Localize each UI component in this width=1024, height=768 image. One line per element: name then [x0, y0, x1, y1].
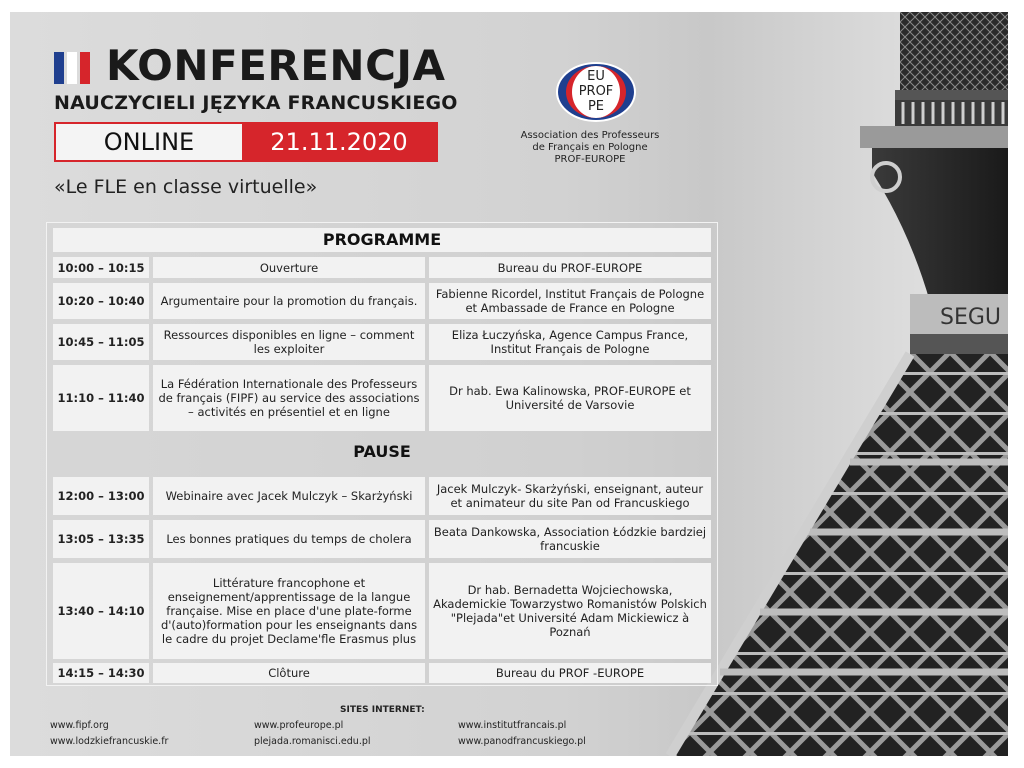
row-speaker: Beata Dankowska, Association Łódzkie bardziej francuskie [429, 520, 711, 558]
row-speaker: Bureau du PROF-EUROPE [429, 257, 711, 278]
row-title: La Fédération Internationale des Professeurs de français (FIPF) au service des associations – activités en présentiel et en ligne [153, 365, 425, 431]
row-speaker: Eliza Łuczyńska, Agence Campus France, Institut Français de Pologne [429, 324, 711, 360]
table-row [53, 477, 711, 515]
site-link[interactable]: www.lodzkiefrancuskie.fr [50, 736, 169, 747]
table-row [53, 283, 711, 319]
site-link[interactable]: www.profeurope.pl [254, 720, 344, 731]
table-row [53, 520, 711, 558]
assoc-line-2: de Français en Pologne [532, 142, 648, 153]
row-title: Argumentaire pour la promotion du français. [153, 283, 425, 319]
row-time: 13:05 – 13:35 [53, 520, 149, 558]
table-row [53, 324, 711, 360]
flag-red-stripe [80, 52, 90, 84]
logo-line-1: EU [587, 69, 605, 84]
programme-heading: PROGRAMME [53, 228, 711, 252]
conference-subtitle: NAUCZYCIELI JĘZYKA FRANCUSKIEGO [54, 92, 458, 114]
prof-europe-logo [556, 62, 636, 122]
logo-line-3: PE [587, 99, 605, 114]
date-label: 21.11.2020 [242, 124, 436, 160]
table-row [53, 563, 711, 659]
french-flag-icon [54, 52, 90, 84]
row-time: 10:00 – 10:15 [53, 257, 149, 278]
site-link[interactable]: plejada.romanisci.edu.pl [254, 736, 371, 747]
row-time: 10:45 – 11:05 [53, 324, 149, 360]
flag-blue-stripe [54, 52, 64, 84]
row-speaker: Dr hab. Ewa Kalinowska, PROF-EUROPE et Université de Varsovie [429, 365, 711, 431]
sites-heading: SITES INTERNET: [340, 705, 425, 715]
table-row [53, 257, 711, 278]
tower-sign: SEGU [940, 305, 1002, 330]
row-time: 14:15 – 14:30 [53, 663, 149, 683]
conference-title: KONFERENCJA [106, 41, 446, 90]
association-name [500, 130, 680, 166]
table-row [53, 663, 711, 683]
site-link[interactable]: www.institutfrancais.pl [458, 720, 567, 731]
row-title: Les bonnes pratiques du temps de cholera [153, 520, 425, 558]
row-speaker: Jacek Mulczyk- Skarżyński, enseignant, auteur et animateur du site Pan od Francuskiego [429, 477, 711, 515]
row-title: Ouverture [153, 257, 425, 278]
mode-label: ONLINE [103, 128, 195, 156]
row-title: Webinaire avec Jacek Mulczyk – Skarżyński [153, 477, 425, 515]
row-title: Ressources disponibles en ligne – comment les exploiter [153, 324, 425, 360]
row-title: Clôture [153, 663, 425, 683]
site-link[interactable]: www.panodfrancuskiego.pl [458, 736, 586, 747]
assoc-line-1: Association des Professeurs [520, 130, 660, 141]
flag-white-stripe [67, 52, 77, 84]
row-time: 13:40 – 14:10 [53, 563, 149, 659]
row-time: 12:00 – 13:00 [53, 477, 149, 515]
conference-theme: «Le FLE en classe virtuelle» [54, 176, 318, 198]
row-speaker: Dr hab. Bernadetta Wojciechowska, Akademickie Towarzystwo Romanistów Polskich "Plejada"et Université Adam Mickiewicz à Poznań [429, 563, 711, 659]
assoc-line-3: PROF-EUROPE [554, 154, 626, 165]
pause-label: PAUSE [353, 442, 411, 461]
logo-line-2: PROF [578, 84, 614, 99]
row-speaker: Fabienne Ricordel, Institut Français de Pologne et Ambassade de France en Pologne [429, 283, 711, 319]
site-link[interactable]: www.fipf.org [50, 720, 109, 731]
row-time: 10:20 – 10:40 [53, 283, 149, 319]
row-speaker: Bureau du PROF -EUROPE [429, 663, 711, 683]
programme-table [46, 222, 718, 686]
date-banner [54, 122, 438, 162]
poster [10, 12, 1008, 756]
table-row [53, 365, 711, 431]
row-time: 11:10 – 11:40 [53, 365, 149, 431]
row-title: Littérature francophone et enseignement/apprentissage de la langue française. Mise en place d'une plate-forme d'(auto)formation pour les enseignants dans le cadre du projet Declame'fle Erasmus plus [153, 563, 425, 659]
